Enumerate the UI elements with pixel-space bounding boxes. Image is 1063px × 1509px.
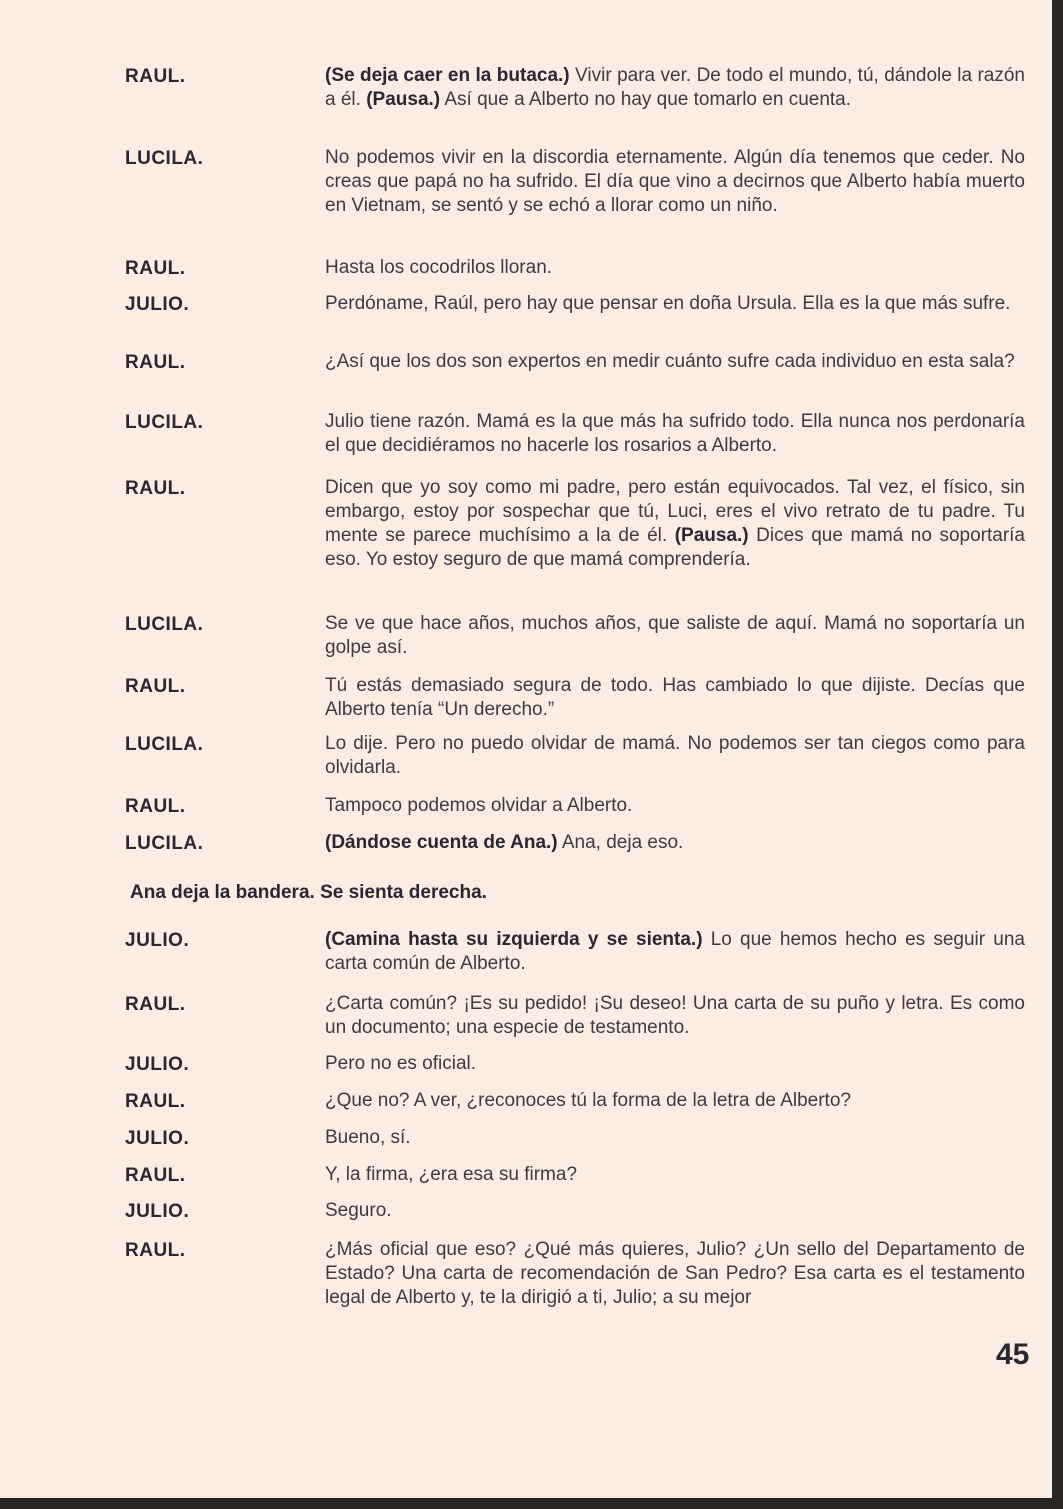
dialogue-text: Lo que hemos hecho es seguir una carta común de Alberto. — [325, 929, 1025, 974]
speaker-name: JULIO. — [125, 1054, 190, 1075]
dialogue-text: Tampoco podemos olvidar a Alberto. — [325, 795, 633, 816]
dialogue-line — [325, 992, 1025, 1040]
speaker-name: RAUL. — [125, 478, 186, 499]
dialogue-text: Vivir para ver. De todo el mundo, tú, dándole la razón a él. — [325, 65, 1025, 110]
speaker-name: JULIO. — [125, 1128, 190, 1149]
dialogue-line — [325, 1089, 1025, 1113]
dialogue-text: Bueno, sí. — [325, 1127, 411, 1148]
dialogue-line — [325, 1163, 1025, 1187]
speaker-name: RAUL. — [125, 676, 186, 697]
dialogue-text: Así que a Alberto no hay que tomarlo en cuenta. — [440, 89, 852, 110]
dialogue-line — [325, 732, 1025, 780]
dialogue-text: Se ve que hace años, muchos años, que saliste de aquí. Mamá no soportaría un golpe así. — [325, 613, 1025, 658]
speaker-name: LUCILA. — [125, 734, 204, 755]
dialogue-text: Y, la firma, ¿era esa su firma? — [325, 1164, 578, 1185]
dialogue-text: Seguro. — [325, 1200, 392, 1221]
dialogue-line — [325, 1052, 1025, 1076]
dialogue-line — [325, 256, 1025, 280]
dialogue-line — [325, 350, 1025, 374]
speaker-name: RAUL. — [125, 994, 186, 1015]
speaker-name: RAUL. — [125, 1240, 186, 1261]
dialogue-line — [325, 1199, 1025, 1223]
dialogue-line — [325, 928, 1025, 976]
dialogue-line — [325, 831, 1025, 855]
stage-note: (Dándose cuenta de Ana.) — [325, 832, 558, 853]
dialogue-text: ¿Más oficial que eso? ¿Qué más quieres, Julio? ¿Un sello del Departamento de Estado? Una carta de recomendación de San Pedro? Esa carta es el testamento legal de Alberto y, te la dirigió a ti, Julio; a su mejor — [325, 1239, 1025, 1308]
dialogue-text: ¿Así que los dos son expertos en medir cuánto sufre cada individuo en esta sala? — [325, 351, 1015, 372]
dialogue-line — [325, 1126, 1025, 1150]
dialogue-line — [325, 292, 1025, 316]
stage-direction: Ana deja la bandera. Se sienta derecha. — [130, 882, 487, 903]
speaker-name: LUCILA. — [125, 614, 204, 635]
dialogue-line — [325, 674, 1025, 722]
dialogue-text: Ana, deja eso. — [557, 832, 684, 853]
dialogue-text: Dicen que yo soy como mi padre, pero están equivocados. Tal vez, el físico, sin embargo, estoy por sospechar que tú, Luci, eres el vivo retrato de tu padre. Tu mente se parece muchísimo a la de él. — [325, 477, 1025, 546]
speaker-name: RAUL. — [125, 796, 186, 817]
dialogue-line — [325, 64, 1025, 112]
stage-note: (Pausa.) — [366, 89, 441, 110]
dialogue-line — [325, 146, 1025, 218]
dialogue-text: Hasta los cocodrilos lloran. — [325, 257, 553, 278]
dialogue-text: ¿Que no? A ver, ¿reconoces tú la forma de la letra de Alberto? — [325, 1090, 851, 1111]
speaker-name: LUCILA. — [125, 833, 204, 854]
speaker-name: LUCILA. — [125, 412, 204, 433]
dialogue-line — [325, 612, 1025, 660]
speaker-name: RAUL. — [125, 352, 186, 373]
dialogue-line — [325, 476, 1025, 572]
dialogue-line — [325, 410, 1025, 458]
speaker-name: RAUL. — [125, 1165, 186, 1186]
speaker-name: RAUL. — [125, 1091, 186, 1112]
dialogue-text: Perdóname, Raúl, pero hay que pensar en doña Ursula. Ella es la que más sufre. — [325, 293, 1011, 314]
stage-note: (Pausa.) — [674, 525, 749, 546]
speaker-name: RAUL. — [125, 66, 186, 87]
dialogue-line — [325, 1238, 1025, 1310]
dialogue-text: Tú estás demasiado segura de todo. Has cambiado lo que dijiste. Decías que Alberto tenía “Un derecho.” — [325, 675, 1025, 720]
dialogue-text: Lo dije. Pero no puedo olvidar de mamá. No podemos ser tan ciegos como para olvidarla. — [325, 733, 1025, 778]
speaker-name: RAUL. — [125, 258, 186, 279]
dialogue-text: Pero no es oficial. — [325, 1053, 477, 1074]
speaker-name: JULIO. — [125, 294, 190, 315]
dialogue-text: No podemos vivir en la discordia eternamente. Algún día tenemos que ceder. No creas que papá no ha sufrido. El día que vino a decirnos que Alberto había muerto en Vietnam, se sentó y se echó a llorar como un niño. — [325, 147, 1025, 216]
speaker-name: JULIO. — [125, 930, 190, 951]
stage-note: (Se deja caer en la butaca.) — [325, 65, 570, 86]
stage-note: (Camina hasta su izquierda y se sienta.) — [325, 929, 703, 950]
dialogue-text: Julio tiene razón. Mamá es la que más ha sufrido todo. Ella nunca nos perdonaría el que decidiéramos no hacerle los rosarios a Alberto. — [325, 411, 1025, 456]
dialogue-line — [325, 794, 1025, 818]
page-number: 45 — [996, 1338, 1030, 1371]
speaker-name: LUCILA. — [125, 148, 204, 169]
dialogue-text: ¿Carta común? ¡Es su pedido! ¡Su deseo! Una carta de su puño y letra. Es como un documento; una especie de testamento. — [325, 993, 1025, 1038]
dialogue-text: Dices que mamá no soportaría eso. Yo estoy seguro de que mamá comprendería. — [325, 525, 1026, 570]
speaker-name: JULIO. — [125, 1201, 190, 1222]
